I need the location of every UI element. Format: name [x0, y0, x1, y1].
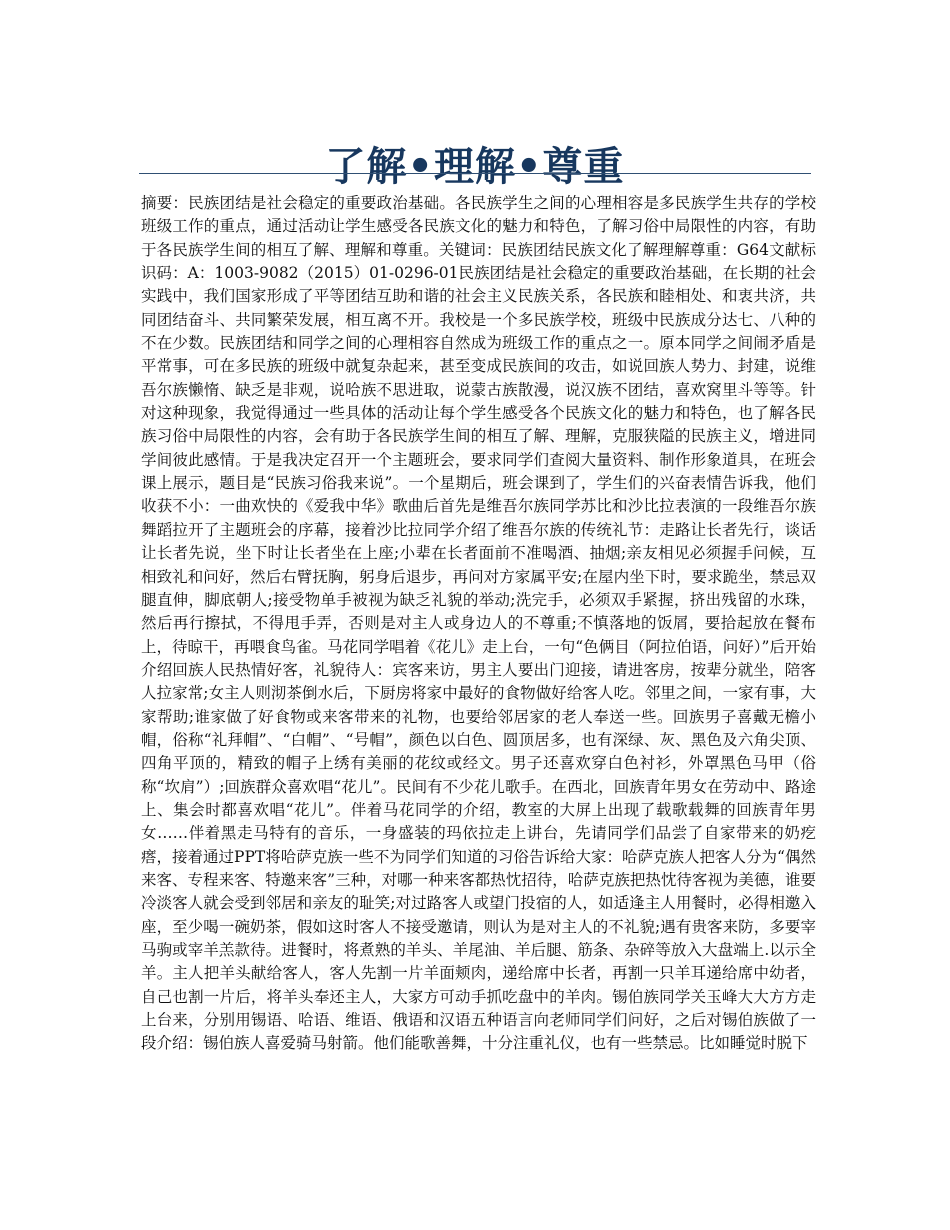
article-body: 摘要：民族团结是社会稳定的重要政治基础。各民族学生之间的心理相容是多民族学生共存的学校班级工作的重点，通过活动让学生感受各民族文化的魅力和特色，了解习俗中局限性的内容，有助于各民族学生间的相互了解、理解和尊重。关键词：民族团结民族文化了解理解尊重：G64文献标识码：A：1003-9082（2015）01-0296-01民族团结是社会稳定的重要政治基础，在长期的社会实践中，我们国家形成了平等团结互助和谐的社会主义民族关系，各民族和睦相处、和衷共济，共同团结奋斗、共同繁荣发展，相互离不开。我校是一个多民族学校，班级中民族成分达七、八种的不在少数。民族团结和同学之间的心理相容自然成为班级工作的重点之一。原本同学之间闹矛盾是平常事，可在多民族的班级中就复杂起来，甚至变成民族间的攻击，如说回族人势力、封建，说维吾尔族懒惰、缺乏是非观，说哈族不思进取，说蒙古族散漫，说汉族不团结，喜欢窝里斗等等。针对这种现象，我觉得通过一些具体的活动让每个学生感受各个民族文化的魅力和特色，也了解各民族习俗中局限性的内容，会有助于各民族学生间的相互了解、理解，克服狭隘的民族主义，增进同学间彼此感情。于是我决定召开一个主题班会，要求同学们查阅大量资料、制作形象道具，在班会课上展示，题目是“民族习俗我来说”。一个星期后，班会课到了，学生们的兴奋表情告诉我，他们收获不小：一曲欢快的《爱我中华》歌曲后首先是维吾尔族同学苏比和沙比拉表演的一段维吾尔族舞蹈拉开了主题班会的序幕，接着沙比拉同学介绍了维吾尔族的传统礼节：走路让长者先行，谈话让长者先说，坐下时让长者坐在上座;小辈在长者面前不准喝酒、抽烟;亲友相见必须握手问候，互相致礼和问好，然后右臂抚胸，躬身后退步，再问对方家属平安;在屋内坐下时，要求跪坐，禁忌双腿直伸，脚底朝人;接受物单手被视为缺乏礼貌的举动;洗完手，必须双手紧握，挤出残留的水珠，然后再行擦拭，不得甩手弄，否则是对主人或身边人的不尊重;不慎落地的饭屑，要拾起放在餐布上，待晾干，再喂食鸟雀。马花同学唱着《花儿》走上台，一句“色俩目（阿拉伯语，问好）”后开始介绍回族人民热情好客，礼貌待人：宾客来访，男主人要出门迎接，请进客房，按辈分就坐，陪客人拉家常;女主人则沏茶倒水后，下厨房将家中最好的食物做好给客人吃。邻里之间，一家有事，大家帮助;谁家做了好食物或来客带来的礼物，也要给邻居家的老人奉送一些。回族男子喜戴无檐小帽，俗称“礼拜帽”、“白帽”、“号帽”，颜色以白色、圆顶居多，也有深绿、灰、黑色及六角尖顶、四角平顶的，精致的帽子上绣有美丽的花纹或经文。男子还喜欢穿白色衬衫，外罩黑色马甲（俗称“坎肩”）;回族群众喜欢唱“花儿”。民间有不少花儿歌手。在西北，回族青年男女在劳动中、路途上、集会时都喜欢唱“花儿”。伴着马花同学的介绍，教室的大屏上出现了载歌载舞的回族青年男女……伴着黑走马特有的音乐，一身盛装的玛依拉走上讲台，先请同学们品尝了自家带来的奶疙瘩，接着通过PPT将哈萨克族一些不为同学们知道的习俗告诉给大家：哈萨克族人把客人分为“偶然来客、专程来客、特邀来客”三种，对哪一种来客都热忱招待，哈萨克族把热忱待客视为美德，谁要冷淡客人就会受到邻居和亲友的耻笑;对过路客人或望门投宿的人，如适逢主人用餐时，必得相邀入座，至少喝一碗奶茶，假如这时客人不接受邀请，则认为是对主人的不礼貌;遇有贵客来防，多要宰马驹或宰羊羔款待。进餐时，将煮熟的羊头、羊尾油、羊后腿、筋条、杂碎等放入大盘端上.以示全羊。主人把羊头献给客人，客人先割一片羊面颊肉，递给席中长者，再割一只羊耳递给席中幼者，自己也割一片后，将羊头奉还主人，大家方可动手抓吃盘中的羊肉。锡伯族同学关玉峰大大方方走上台来，分别用锡语、哈语、维语、俄语和汉语五种语言向老师同学们问好，之后对锡伯族做了一段介绍：锡伯族人喜爱骑马射箭。他们能歌善舞，十分注重礼仪，也有一些禁忌。比如睡觉时脱下: [141, 194, 816, 1053]
page-title: 了解•理解•尊重: [325, 143, 625, 190]
title-divider: [139, 173, 811, 174]
